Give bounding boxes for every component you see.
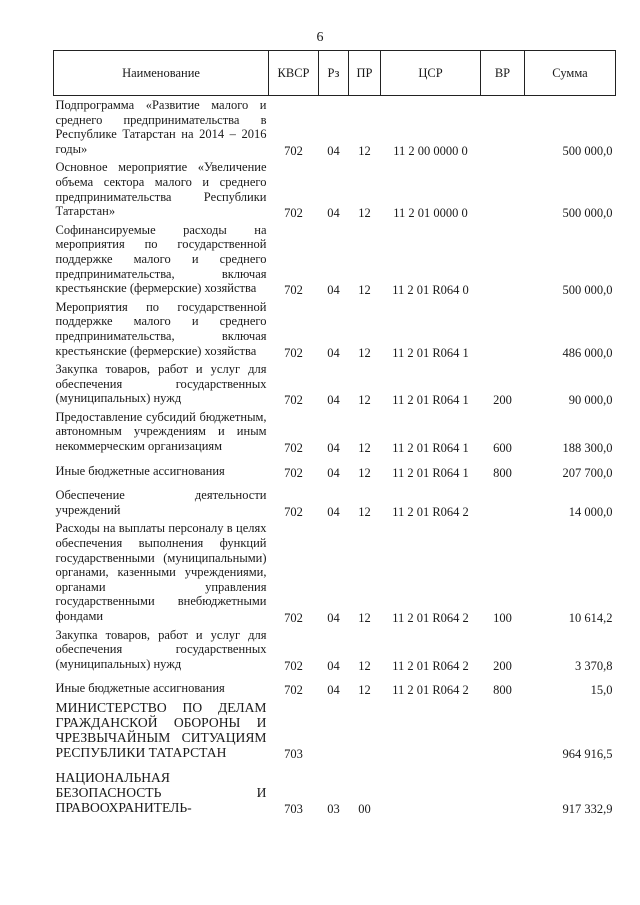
row-sum: 500 000,0 (562, 206, 613, 221)
row-vr: 200 (493, 393, 512, 408)
row-rz: 04 (327, 283, 340, 298)
row-kvsr: 702 (284, 504, 303, 519)
row-kvsr: 702 (284, 283, 303, 298)
row-sum: 486 000,0 (562, 345, 613, 360)
table-row (54, 762, 616, 817)
row-vr: 600 (493, 441, 512, 456)
row-vr (481, 698, 525, 762)
row-pr: 12 (358, 658, 371, 673)
row-sum: 917 332,9 (562, 802, 613, 817)
row-sum: 14 000,0 (568, 504, 613, 519)
row-csr: 11 2 01 0000 0 (393, 206, 468, 221)
row-sum: 500 000,0 (562, 283, 613, 298)
row-vr (481, 158, 525, 220)
row-sum: 207 700,0 (562, 465, 613, 480)
row-sum: 964 916,5 (562, 747, 613, 762)
header-name: Наименование (54, 51, 269, 96)
row-pr: 12 (358, 393, 371, 408)
row-rz: 04 (327, 465, 340, 480)
row-rz: 04 (327, 683, 340, 698)
row-sum: 15,0 (590, 683, 613, 698)
row-csr: 11 2 01 R064 2 (392, 611, 469, 625)
row-csr (381, 698, 481, 762)
row-kvsr: 702 (284, 206, 303, 221)
budget-table (53, 50, 616, 817)
row-csr: 11 2 01 R064 1 (392, 393, 469, 408)
table-row (54, 96, 616, 159)
row-pr: 12 (358, 611, 371, 625)
row-kvsr: 702 (284, 393, 303, 408)
header-rz: Рз (319, 51, 349, 96)
row-rz: 04 (327, 504, 340, 519)
row-rz: 04 (327, 658, 340, 673)
row-name: Закупка товаров, работ и услуг для обеспечения государственных (муниципальных) нужд (55, 362, 267, 406)
row-rz: 04 (327, 611, 340, 625)
row-vr (481, 762, 525, 817)
row-rz: 03 (327, 802, 340, 817)
row-csr: 11 2 01 R064 0 (392, 283, 469, 298)
header-kvsr: КВСР (269, 51, 319, 96)
row-pr: 12 (358, 206, 371, 221)
row-kvsr: 702 (284, 611, 303, 625)
row-vr (481, 96, 525, 159)
row-name: Иные бюджетные ассигнования (55, 463, 225, 478)
row-pr: 12 (358, 441, 371, 456)
row-vr: 800 (493, 683, 512, 698)
row-kvsr: 702 (284, 683, 303, 698)
table-row (54, 480, 616, 519)
row-name: Мероприятия по государственной поддержке малого и среднего предпринимательства, включая крестьянские (фермерские) хозяйства (55, 299, 267, 358)
table-row (54, 673, 616, 698)
header-pr: ПР (349, 51, 381, 96)
row-rz: 04 (327, 441, 340, 456)
table-row (54, 221, 616, 298)
row-name: Софинансируемые расходы на мероприятия по государственной поддержке малого и среднего предпринимательства, включая крестьянские (фермерские) хозяйства (55, 222, 267, 296)
row-kvsr: 703 (284, 747, 303, 762)
row-csr: 11 2 01 R064 2 (392, 683, 469, 698)
row-rz (319, 698, 349, 762)
row-name: МИНИСТЕРСТВО ПО ДЕЛАМ ГРАЖДАНСКОЙ ОБОРОНЫ И ЧРЕЗВЫЧАЙНЫМ СИТУАЦИЯМ РЕСПУБЛИКИ ТАТАРСТАН (55, 699, 267, 760)
header-vr: ВР (481, 51, 525, 96)
row-name: Предоставление субсидий бюджетным, автономным учреждениям и иным некоммерческим организациям (55, 409, 267, 454)
row-name: Закупка товаров, работ и услуг для обеспечения государственных (муниципальных) нужд (55, 627, 267, 671)
row-sum: 10 614,2 (568, 611, 613, 625)
table-body (54, 96, 616, 817)
table-header (54, 51, 616, 96)
table-row (54, 519, 616, 625)
row-vr: 100 (493, 611, 512, 625)
row-csr: 11 2 01 R064 1 (392, 345, 469, 360)
row-name: Подпрограмма «Развитие малого и среднего предпринимательства в Республике Татарстан на 2014 – 2016 годы» (55, 98, 267, 156)
page-number: 6 (316, 30, 324, 45)
row-name: Обеспечение деятельности учреждений (55, 488, 267, 517)
row-sum: 500 000,0 (562, 143, 613, 158)
table-row (54, 626, 616, 674)
row-name: Иные бюджетные ассигнования (55, 681, 225, 696)
row-kvsr: 702 (284, 143, 303, 158)
row-kvsr: 703 (284, 802, 303, 817)
row-csr: 11 2 01 R064 2 (392, 658, 469, 673)
table-row (54, 158, 616, 220)
row-pr: 12 (358, 504, 371, 519)
row-rz: 04 (327, 393, 340, 408)
row-rz: 04 (327, 143, 340, 158)
row-csr: 11 2 01 R064 2 (392, 504, 469, 519)
row-vr: 800 (493, 465, 512, 480)
row-csr (381, 762, 481, 817)
row-sum: 3 370,8 (575, 658, 613, 673)
row-vr (481, 221, 525, 298)
table-row (54, 456, 616, 481)
row-vr (481, 298, 525, 360)
row-kvsr: 702 (284, 465, 303, 480)
row-kvsr: 702 (284, 441, 303, 456)
row-vr: 200 (493, 658, 512, 673)
header-sum: Сумма (525, 51, 616, 96)
row-name: Расходы на выплаты персоналу в целях обеспечения выполнения функций государственными (муниципальными) органами, казенными учреждениями, органами управления государственными внебюджетными фондами (55, 521, 267, 623)
row-csr: 11 2 00 0000 0 (393, 143, 468, 158)
row-sum: 90 000,0 (568, 393, 613, 408)
row-pr (349, 698, 381, 762)
table-row (54, 360, 616, 408)
row-rz: 04 (327, 206, 340, 221)
row-pr: 12 (358, 683, 371, 698)
row-kvsr: 702 (284, 658, 303, 673)
row-name: Основное мероприятие «Увеличение объема сектора малого и среднего предпринимательства Республики Татарстан» (55, 160, 267, 219)
row-csr: 11 2 01 R064 1 (392, 465, 469, 480)
row-rz: 04 (327, 345, 340, 360)
row-pr: 12 (358, 465, 371, 480)
row-kvsr: 702 (284, 345, 303, 360)
row-name: НАЦИОНАЛЬНАЯ БЕЗОПАСНОСТЬ И ПРАВООХРАНИТЕЛЬ- (55, 769, 267, 815)
row-pr: 12 (358, 345, 371, 360)
header-csr: ЦСР (381, 51, 481, 96)
row-vr (481, 480, 525, 519)
row-pr: 00 (358, 802, 371, 817)
table-row (54, 408, 616, 456)
row-pr: 12 (358, 283, 371, 298)
table-row (54, 298, 616, 360)
row-sum: 188 300,0 (562, 441, 613, 456)
row-pr: 12 (358, 143, 371, 158)
table-row (54, 698, 616, 762)
row-csr: 11 2 01 R064 1 (392, 441, 469, 456)
